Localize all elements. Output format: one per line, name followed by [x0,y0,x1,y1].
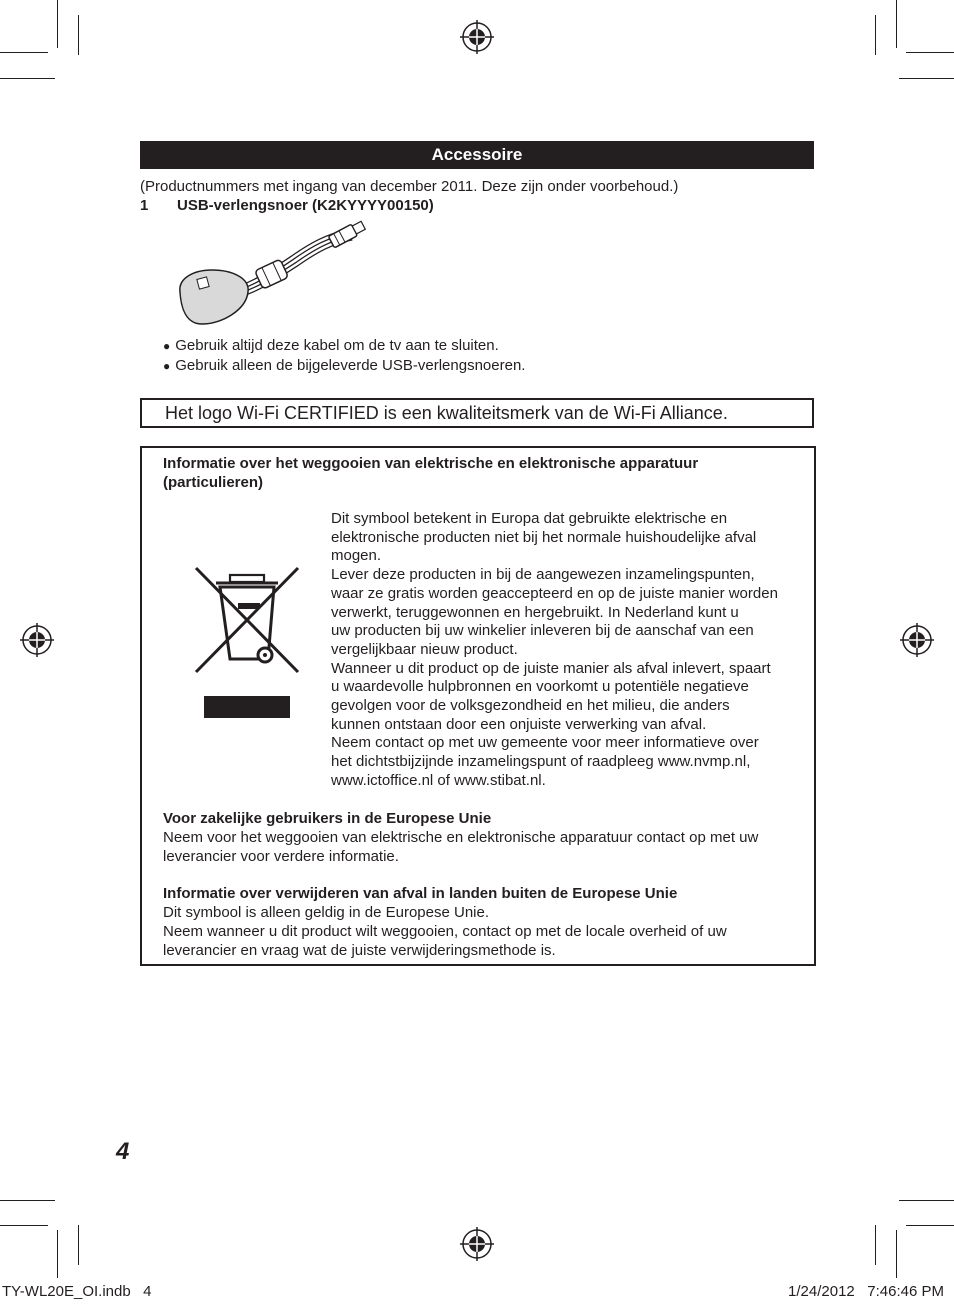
weee-body-text [331,510,778,791]
registration-crosshair-icon [20,623,54,657]
outside-eu-text: Dit symbool is alleen geldig in de Europese Unie. [163,904,490,921]
weee-heading: Informatie over het weggooien van elektrische en elektronische apparatuur [163,455,699,472]
weee-body-line: u waardevolle hulpbronnen en voorkomt u potentiële negatieve [331,678,749,696]
usb-cable-illustration [172,220,368,328]
weee-body-line: kunnen ontstaan door een onjuiste verwerking van afval. [331,715,707,733]
business-users-text: Neem voor het weggooien van elektrische en elektronische apparatuur contact op met uw [163,829,759,846]
crop-mark [906,1225,954,1226]
item-number: 1 [140,197,149,214]
registration-crosshair-icon [460,1227,494,1261]
item-label-usb-cable: USB-verlengsnoer (K2KYYYY00150) [177,197,434,214]
product-number-note: (Productnummers met ingang van december 2011. Deze zijn onder voorbehoud.) [140,178,679,195]
crop-mark [896,1230,897,1278]
crop-mark [0,1225,48,1226]
crop-mark [78,1225,79,1265]
weee-body-line: Lever deze producten in bij de aangewezen inzamelingspunten, [331,566,755,584]
business-users-heading: Voor zakelijke gebruikers in de Europese Unie [163,810,492,827]
weee-body-line: elektronische producten niet bij het normale huishoudelijke afval [331,528,757,546]
crop-mark [0,78,55,79]
crop-mark [0,52,48,53]
crop-mark [906,52,954,53]
outside-eu-text: leverancier en vraag wat de juiste verwijderingsmethode is. [163,942,556,959]
weee-body-line: waar ze gratis worden geaccepteerd en op de juiste manier worden [331,584,778,602]
weee-body-line: vergelijkbaar nieuw product. [331,640,518,658]
weee-body-line: Wanneer u dit product op de juiste manier als afval inlevert, spaart [331,659,771,677]
weee-body-line: uw producten bij uw winkelier inleveren bij de aanschaf van een [331,622,754,640]
business-users-text: leverancier voor verdere informatie. [163,848,399,865]
crop-mark [57,0,58,48]
crop-mark [875,1225,876,1265]
page-number: 4 [116,1138,130,1165]
registration-crosshair-icon [460,20,494,54]
section-title-accessories: Accessoire [140,141,814,169]
footer-file-name: TY-WL20E_OI.indb 4 [2,1283,152,1300]
weee-heading-continued: (particulieren) [163,474,264,491]
wifi-certified-notice: Het logo Wi-Fi CERTIFIED is een kwaliteitsmerk van de Wi-Fi Alliance. [140,398,814,428]
weee-body-line: www.ictoffice.nl of www.stibat.nl. [331,771,546,789]
weee-body-line: gevolgen voor de volksgezondheid en het milieu, die anders [331,697,730,715]
crop-mark [0,1200,55,1201]
crop-mark [899,78,954,79]
usage-notes-list [163,336,525,376]
weee-body-line: verwerkt, teruggewonnen en hergebruikt. In Nederland kunt u [331,603,739,621]
crossed-out-wheelie-bin-icon [190,562,304,722]
list-item: ● Gebruik altijd deze kabel om de tv aan te sluiten. [163,336,525,356]
crop-mark [875,15,876,55]
crop-mark [899,1200,954,1201]
weee-body-line: Neem contact op met uw gemeente voor meer informatieve over [331,734,759,752]
weee-body-line: Dit symbool betekent in Europa dat gebruikte elektrische en [331,510,728,527]
footer-timestamp: 1/24/2012 7:46:46 PM [788,1283,944,1300]
list-item: ● Gebruik alleen de bijgeleverde USB-verlengsnoeren. [163,356,525,376]
crop-mark [896,0,897,48]
weee-body-line: mogen. [331,547,382,565]
outside-eu-heading: Informatie over verwijderen van afval in landen buiten de Europese Unie [163,885,678,902]
crop-mark [57,1230,58,1278]
registration-crosshair-icon [900,623,934,657]
crop-mark [78,15,79,55]
weee-body-line: het dichtstbijzijnde inzamelingspunt of raadpleeg www.nvmp.nl, [331,753,751,771]
outside-eu-text: Neem wanneer u dit product wilt weggooien, contact op met de locale overheid of uw [163,923,727,940]
